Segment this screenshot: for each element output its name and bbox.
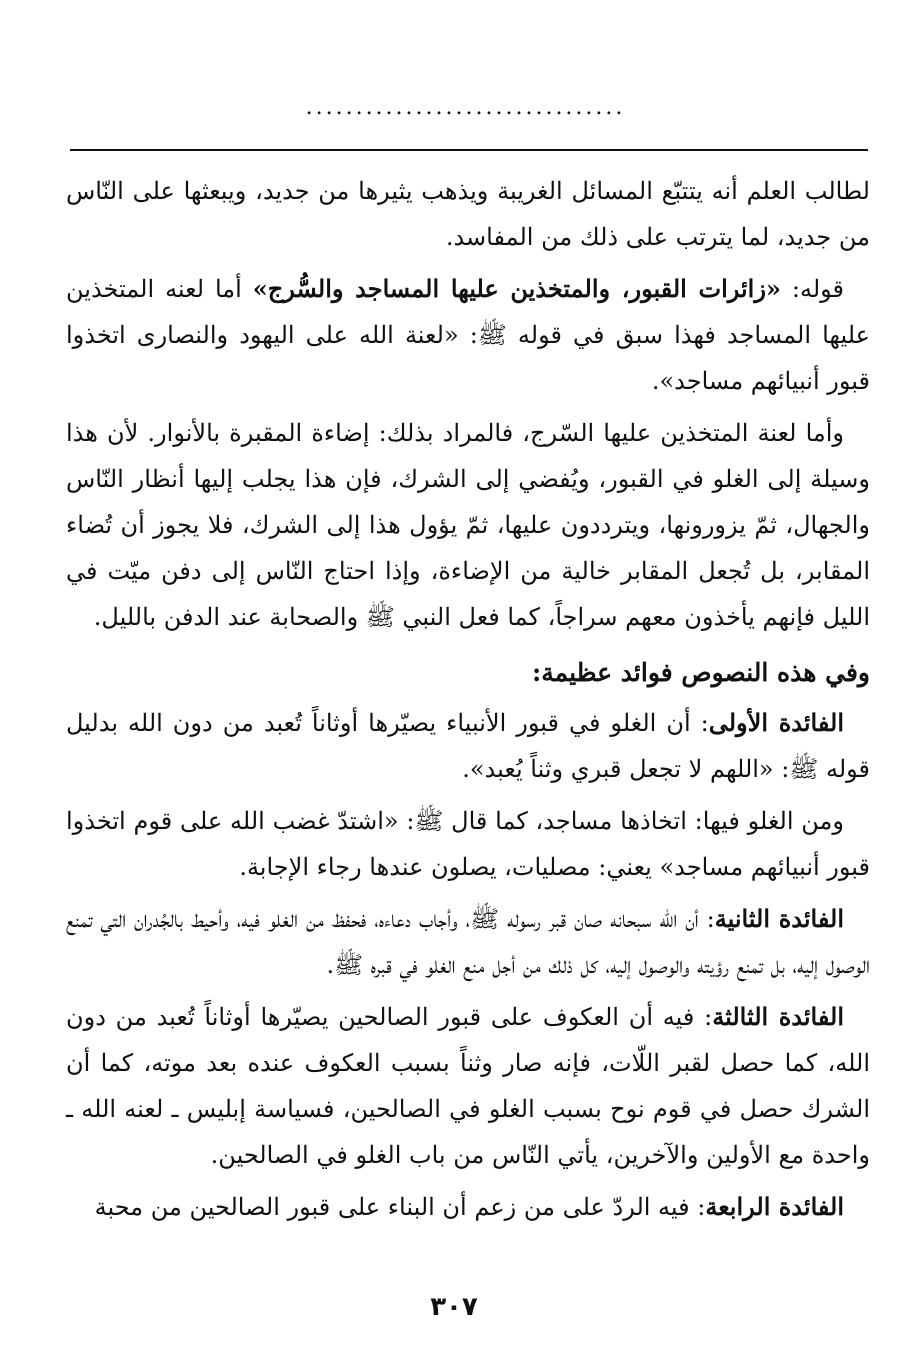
benefit-4-label: الفائدة الرابعة	[705, 1192, 844, 1221]
page-number: ٣٠٧	[430, 1292, 478, 1322]
paragraph-3: وأما لعنة المتخذين عليها السّرج، فالمراد بذلك: إضاءة المقبرة بالأنوار. لأن هذا وسيلة إلى الغلو في القبور، ويُفضي إلى الشرك، فإن هذا يجلب إليها أنظار النّاس والجهال، ثمّ يزورونها، ويترددون عليها، ثمّ يؤول هذا إلى الشرك، فلا يجوز أن تُضاء المقابر، بل تُجعل المقابر خالية من الإضاءة، وإذا احتاج النّاس إلى دفن ميّت في الليل فإنهم يأخذون معهم سراجاً، كما فعل النبي ﷺ والصحابة عند الدفن بالليل.	[66, 419, 871, 631]
benefit-3-label: الفائدة الثالثة	[712, 1002, 844, 1031]
page-body	[66, 168, 870, 1236]
paragraph-2	[66, 266, 870, 404]
section-heading: وفي هذه النصوص فوائد عظيمة:	[532, 658, 870, 687]
benefit-1-text: : أن الغلو في قبور الأنبياء يصيّرها أوثاناً تُعبد من دون الله بدليل قوله ﷺ: «اللهم لا تجعل قبري وثناً يُعبد».	[66, 709, 870, 783]
benefit-1	[66, 700, 870, 792]
benefit-2-text: : أن الله سبحانه صان قبر رسوله ﷺ، وأجاب دعاءه، فحفظ من الغلو فيه، وأحيط بالجُدران التي تمنع الوصول إليه، بل تمنع رؤيته والوصول إليه، كل ذلك من أجل منع الغلو في قبره ﷺ.	[66, 905, 870, 979]
benefit-3-text: : فيه أن العكوف على قبور الصالحين يصيّرها أوثاناً تُعبد من دون الله، كما حصل لقبر اللّات، فإنه صار وثناً بسبب العكوف عنده بعد موته، كما أن الشرك حصل في قوم نوح بسبب الغلو في الصالحين، فسياسة إبليس ـ لعنه الله ـ واحدة مع الأولين والآخرين، يأتي النّاس من باب الغلو في الصالحين.	[66, 1003, 871, 1169]
benefit-3	[66, 994, 870, 1178]
header-rule	[70, 149, 868, 151]
paragraph-2-lead: قوله:	[780, 275, 845, 303]
benefit-4-text: : فيه الردّ على من زعم أن البناء على قبور الصالحين من محبة	[94, 1193, 706, 1221]
benefit-2	[66, 896, 870, 988]
header-dotted-line: ................................	[305, 98, 626, 118]
paragraph-4: ومن الغلو فيها: اتخاذها مساجد، كما قال ﷺ: «اشتدّ غضب الله على قوم اتخذوا قبور أنبيائهم مساجد» يعني: مصليات، يصلون عندها رجاء الإجابة.	[66, 807, 870, 881]
benefit-1-label: الفائدة الأولى	[708, 708, 844, 737]
benefit-4	[66, 1184, 870, 1230]
paragraph-2-rest: أما لعنه المتخذين عليها المساجد فهذا سبق في قوله ﷺ: «لعنة الله على اليهود والنصارى اتخذوا قبور أنبيائهم مساجد».	[66, 275, 870, 395]
benefit-2-label: الفائدة الثانية	[714, 904, 844, 933]
quoted-phrase: «زائرات القبور، والمتخذين عليها المساجد والسُّرج»	[252, 274, 781, 303]
paragraph-1: لطالب العلم أنه يتتبّع المسائل الغريبة ويذهب يثيرها من جديد، ويبعثها على النّاس من جديد، لما يترتب على ذلك من المفاسد.	[66, 177, 870, 251]
